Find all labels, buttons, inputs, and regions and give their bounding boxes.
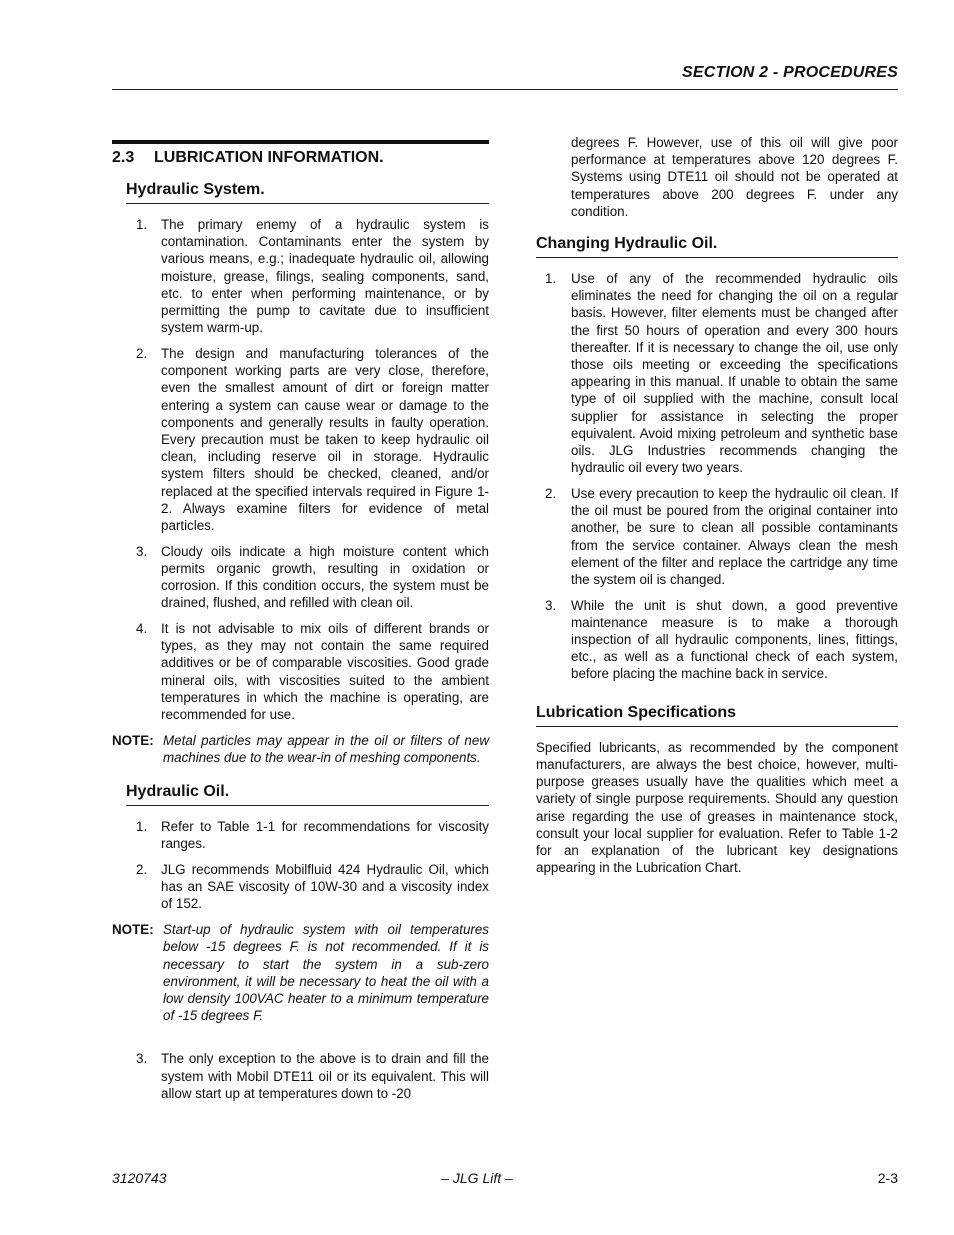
hydraulic-oil-list-continued [112, 1050, 489, 1102]
item-number: 4. [136, 620, 148, 636]
header-rule [112, 89, 898, 90]
heading-changing-oil: Changing Hydraulic Oil. [536, 234, 898, 258]
item-text: The only exception to the above is to drain and fill the system with Mobil DTE11 oil or its equivalent. This will allow start up at temperatures down to -20 [161, 1051, 489, 1101]
list-item [112, 345, 489, 534]
footer-page-number: 2-3 [877, 1170, 898, 1186]
footer-doc-number: 3120743 [112, 1170, 167, 1186]
note-text: Metal particles may appear in the oil or filters of new machines due to the wear-in of meshing components. [163, 732, 489, 765]
item-number: 1. [136, 819, 148, 835]
item-continuation: degrees F. However, use of this oil will give poor performance at temperatures above 120 degrees F. Systems using DTE11 oil should not be operated at temperatures above 200 degrees F. under any condition. [571, 135, 898, 219]
list-item [536, 270, 898, 476]
item-text: While the unit is shut down, a good preventive maintenance measure is to make a thorough inspection of all hydraulic components, lines, fittings, etc., as well as a functional check of each system, before placing the machine back in service. [571, 597, 898, 682]
list-item [112, 216, 489, 336]
item-text: JLG recommends Mobilfluid 424 Hydraulic Oil, which has an SAE viscosity of 10W-30 and a viscosity index of 152. [161, 862, 489, 912]
section-number: 2.3 [112, 149, 135, 166]
list-item [112, 1050, 489, 1102]
list-item [536, 597, 898, 683]
list-item [112, 861, 489, 913]
item-number: 2. [136, 345, 148, 361]
item-text: Cloudy oils indicate a high moisture content which permits organic growth, resulting in oxidation or corrosion. If this condition occurs, the system must be drained, flushed, and refilled with clean oil. [161, 543, 489, 611]
item-number: 1. [545, 271, 557, 287]
list-item [112, 818, 489, 852]
item-text: Use every precaution to keep the hydraulic oil clean. If the oil must be poured from the original container into another, be sure to clean all possible contaminants from the service container. Always clean the mesh element of the filter and replace the cartridge any time the system oil is changed. [571, 485, 898, 587]
note-start-up [112, 921, 489, 1024]
list-item [112, 620, 489, 723]
hydraulic-oil-list [112, 818, 489, 913]
left-column [112, 140, 489, 1110]
item-number: 2. [136, 862, 148, 877]
lubrication-specs-text: Specified lubricants, as recommended by the component manufacturers, are always the best choice, however, multi-purpose greases usually have the qualities which meet a variety of single purpose requirements. Should any question arise regarding the use of greases in maintenance stock, consult your local supplier for evaluation. Refer to Table 1-2 for an explanation of the lubricant key designations appearing in the Lubrication Chart. [536, 739, 898, 876]
item-number: 3. [136, 543, 148, 559]
heading-hydraulic-system: Hydraulic System. [126, 180, 489, 204]
heading-hydraulic-oil: Hydraulic Oil. [126, 782, 489, 806]
section-title [112, 148, 489, 168]
item-text: The primary enemy of a hydraulic system is contamination. Contaminants enter the system by various means, e.g.; inadequate hydraulic oil, allowing moisture, grease, filings, sealing components, sand, etc. to enter when performing maintenance, or by permitting the pump to cavitate due to insufficient system warm-up. [161, 217, 489, 336]
item-number: 1. [136, 217, 148, 232]
note-label: NOTE: [112, 922, 154, 938]
section-header: SECTION 2 - PROCEDURES [682, 64, 898, 81]
list-item [536, 485, 898, 588]
item-text: The design and manufacturing tolerances of the component working parts are very close, therefore, even the smallest amount of dirt or foreign matter entering a system can cause wear or damage to the components and generally results in faulty operation. Every precaution must be taken to keep hydraulic oil clean, including reserve oil in storage. Hydraulic system filters should be checked, cleaned, and/or replaced at the specified intervals required in Figure 1-2. Always examine filters for evidence of metal particles. [161, 345, 489, 533]
right-column [536, 134, 898, 876]
note-text: Start-up of hydraulic system with oil temperatures below -15 degrees F. is not recommended. If it is necessary to start the system in a sub-zero environment, it will be necessary to heat the oil with a low density 100VAC heater to a minimum temperature of -15 degrees F. [163, 922, 489, 1024]
item-number: 3. [136, 1051, 148, 1067]
item-text: It is not advisable to mix oils of different brands or types, as they may not contain the same required additives or be of comparable viscosities. Good grade mineral oils, with viscosities suited to the ambient temperatures in which the machine is operating, are recommended for use. [161, 620, 489, 722]
section-rule [112, 140, 489, 144]
item-number: 3. [545, 597, 557, 613]
heading-lubrication-specs: Lubrication Specifications [536, 703, 898, 727]
item-text: Use of any of the recommended hydraulic oils eliminates the need for changing the oil on a regular basis. However, filter elements must be changed after the first 50 hours of operation and every 300 hours thereafter. If it is necessary to change the oil, use only those oils meeting or exceeding the specifications appearing in this manual. If unable to obtain the same type of oil supplied with the machine, consult local supplier for assistance in selecting the proper equivalent. Avoid mixing petroleum and synthetic base oils. JLG Industries recommends changing the hydraulic oil every two years. [571, 271, 898, 476]
item-text: Refer to Table 1-1 for recommendations for viscosity ranges. [161, 819, 489, 852]
item-number: 2. [545, 485, 557, 501]
list-item [112, 543, 489, 612]
note-label: NOTE: [112, 732, 154, 748]
section-title-text: LUBRICATION INFORMATION. [154, 149, 384, 166]
note-metal-particles [112, 732, 489, 766]
footer-center: – JLG Lift – [441, 1170, 513, 1186]
hydraulic-system-list [112, 216, 489, 723]
changing-oil-list [536, 270, 898, 683]
